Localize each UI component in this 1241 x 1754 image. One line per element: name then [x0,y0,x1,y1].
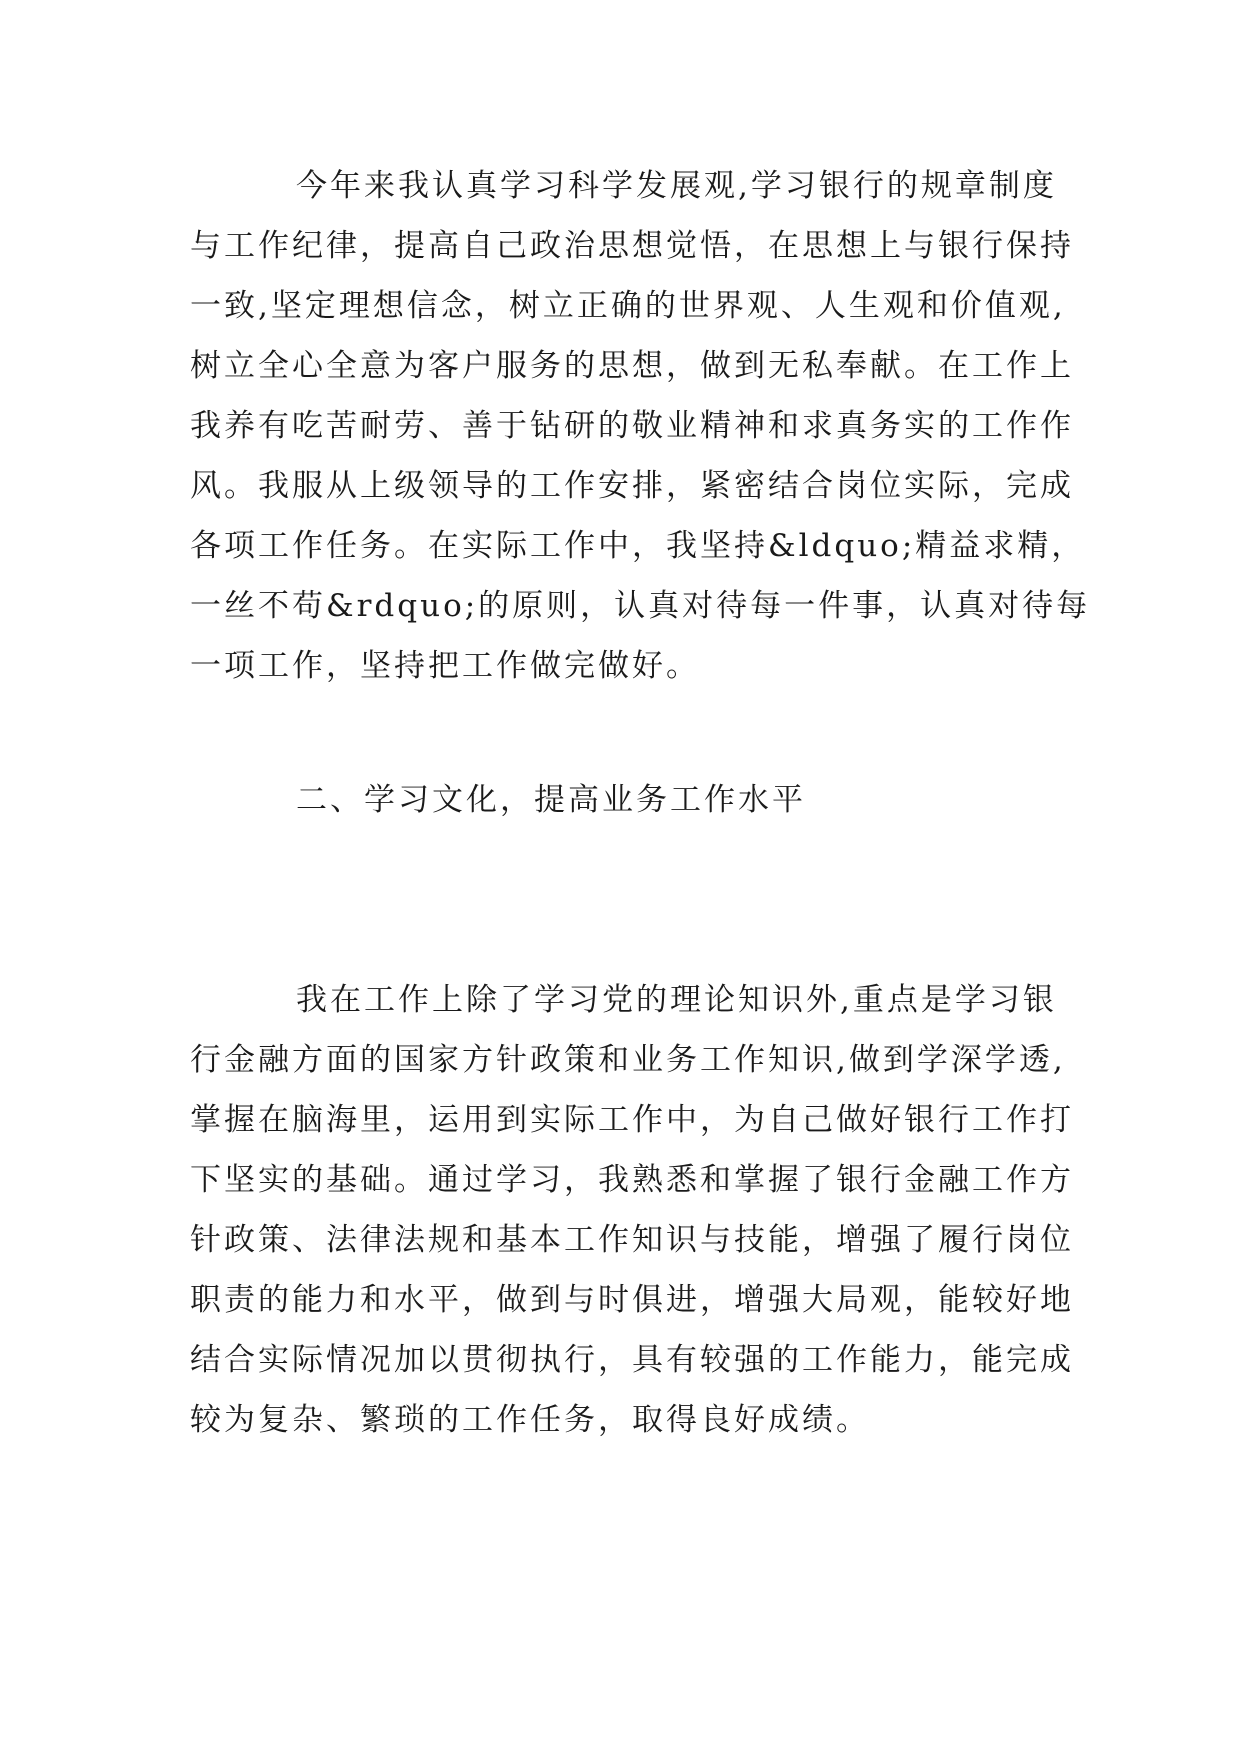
paragraph-line: 今年来我认真学习科学发展观,学习银行的规章制度 [296,168,1057,204]
paragraph-line: 职责的能力和水平，做到与时俱进，增强大局观，能较好地 [190,1282,1074,1318]
paragraph-line: 行金融方面的国家方针政策和业务工作知识,做到学深学透, [190,1042,1066,1078]
paragraph-line: 较为复杂、繁琐的工作任务，取得良好成绩。 [190,1402,870,1438]
paragraph-line: 下坚实的基础。通过学习，我熟悉和掌握了银行金融工作方 [190,1162,1074,1198]
paragraph-line: 风。我服从上级领导的工作安排，紧密结合岗位实际，完成 [190,468,1074,504]
paragraph-line: 一丝不苟&rdquo;的原则，认真对待每一件事，认真对待每 [190,588,1091,624]
paragraph-work-attitude [190,156,1091,696]
paragraph-line: 我在工作上除了学习党的理论知识外,重点是学习银 [296,982,1057,1018]
paragraph-line: 一项工作，坚持把工作做完做好。 [190,648,700,684]
paragraph-line: 针政策、法律法规和基本工作知识与技能，增强了履行岗位 [190,1222,1074,1258]
paragraph-line: 与工作纪律，提高自己政治思想觉悟，在思想上与银行保持 [190,228,1074,264]
paragraph-line: 各项工作任务。在实际工作中，我坚持&ldquo;精益求精， [190,528,1086,564]
section-heading: 二、学习文化，提高业务工作水平 [296,782,806,818]
section-heading-block [190,770,1070,830]
paragraph-line: 我养有吃苦耐劳、善于钻研的敬业精神和求真务实的工作作 [190,408,1074,444]
paragraph-line: 结合实际情况加以贯彻执行，具有较强的工作能力，能完成 [190,1342,1074,1378]
paragraph-line: 掌握在脑海里，运用到实际工作中，为自己做好银行工作打 [190,1102,1074,1138]
paragraph-line: 一致,坚定理想信念，树立正确的世界观、人生观和价值观, [190,288,1066,324]
paragraph-study-culture [190,970,1074,1450]
paragraph-line: 树立全心全意为客户服务的思想，做到无私奉献。在工作上 [190,348,1074,384]
